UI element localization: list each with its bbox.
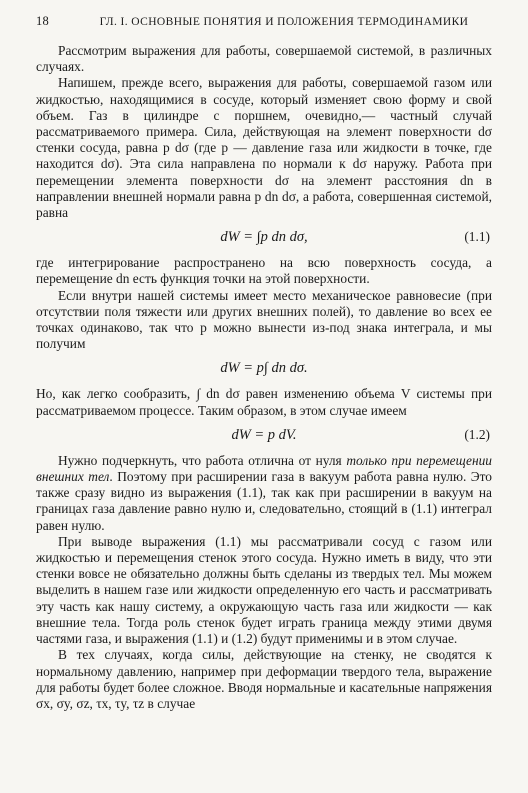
- formula-1-2: [36, 421, 492, 451]
- formula-expression: dW = ∫p dn dσ,: [220, 229, 308, 246]
- running-head: ГЛ. I. ОСНОВНЫЕ ПОНЯТИЯ И ПОЛОЖЕНИЯ ТЕРМОДИНАМИКИ: [99, 16, 469, 28]
- paragraph-walls: При выводе выражения (1.1) мы рассматривали сосуд с газом или жидкостью и перемещения стенок этого сосуда. Нужно иметь в виду, что эти стенки вовсе не обязательно должны быть сделаны из твердых тел. Мы можем выделить в нашем газе или жидкости определенную его часть и рассматривать эту часть как нашу систему, а окружающую часть газа или жидкости — как внешние тела. Тогда роль стенок будет играть граница между этими двумя частями газа, и выражения (1.1) и (1.2) будут применимы и в этом случае.: [36, 533, 492, 647]
- paragraph-emphasis: [36, 453, 492, 534]
- text-run: . Поэтому при расширении газа в вакуум работа равна нулю. Это также сразу видно из выражения (1.1), так как при расширении в вакуум на границах газа давление равно нулю и, следовательно, стоящий в (1.1) интеграл равен нулю.: [36, 469, 492, 533]
- paragraph-equilibrium: Если внутри нашей системы имеет место механическое равновесие (при отсутствии поля тяжести или других внешних полей), то давление во всех ее точках одинаково, так что p можно вынести из-под знака интеграла, и мы получим: [36, 287, 492, 352]
- formula-number: (1.2): [464, 426, 490, 442]
- paragraph-integration: где интегрирование распространено на всю поверхность сосуда, а перемещение dn есть функция точки на этой поверхности.: [36, 255, 492, 287]
- page-header: [36, 14, 492, 29]
- formula-number: (1.1): [464, 229, 490, 245]
- paragraph-work-gas: Напишем, прежде всего, выражения для работы, совершаемой газом или жидкостью, находящимися в сосуде, который изменяет свою форму и свой объем. Газ в цилиндре с поршнем, очевидно,— частный случай рассматриваемого примера. Сила, действующая на элемент поверхности dσ стенки сосуда, равна p dσ (где p — давление газа или жидкости в точке, где находится dσ). Эта сила направлена по нормали к dσ наружу. Работа при перемещении элемента поверхности dσ на элемент расстояния dn в направлении внешней нормали равна p dn dσ, а работа, совершенная системой, равна: [36, 75, 492, 221]
- formula-expression: dW = p dV.: [231, 426, 297, 443]
- formula-1-1: [36, 223, 492, 253]
- emphasized-text: только при перемещении внешних тел: [36, 452, 493, 485]
- formula-expression: dW = p∫ dn dσ.: [220, 360, 308, 377]
- page-number: 18: [36, 14, 49, 28]
- paragraph-stresses: В тех случаях, когда силы, действующие на стенку, не сводятся к нормальному давлению, например при деформации твердого тела, выражение для работы будет более сложное. Вводя нормальные и касательные напряжения σx, σy, σz, τx, τy, τz в случае: [36, 647, 492, 711]
- formula-unnumbered: [36, 354, 492, 384]
- paragraph-volume-change: Но, как легко сообразить, ∫ dn dσ равен изменению объема V системы при рассматриваемом процессе. Таким образом, в этом случае имеем: [36, 386, 492, 418]
- paragraph-intro: Рассмотрим выражения для работы, совершаемой системой, в различных случаях.: [36, 43, 492, 75]
- text-run: Нужно подчеркнуть, что работа отлична от нуля: [58, 452, 347, 468]
